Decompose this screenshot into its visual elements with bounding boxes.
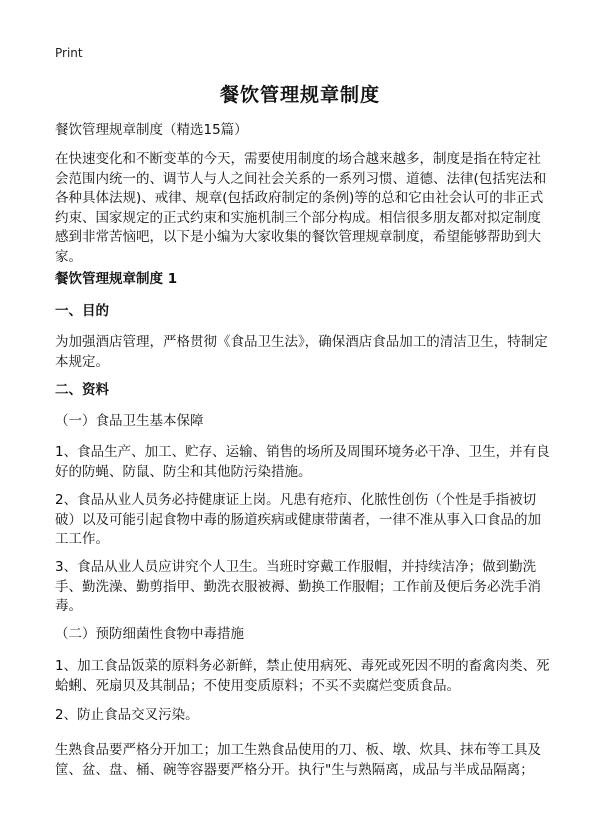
subheading-basic-guarantee: （一）食品卫生基本保障: [55, 413, 204, 429]
document-subtitle: 餐饮管理规章制度（精选15篇）: [55, 122, 248, 138]
list-item: 1、加工食品饭菜的原料务必新鲜，禁止使用病死、毒死或死因不明的畜禽肉类、死蛤蜊、死扇贝及其制品；不使用变质原料；不买不卖腐烂变质食品。: [55, 658, 550, 694]
subheading-prevention: （二）预防细菌性食物中毒措施: [55, 626, 244, 642]
purpose-paragraph: 为加强酒店管理，严格贯彻《食品卫生法》，确保酒店食品加工的清洁卫生，特制定本规定。: [55, 334, 548, 370]
heading-material: 二、资料: [55, 382, 109, 398]
print-link[interactable]: Print: [55, 46, 83, 60]
intro-paragraph: 在快速变化和不断变革的今天，需要使用制度的场合越来越多，制度是指在特定社会范围内统一的、调节人与人之间社会关系的一系列习惯、道德、法律(包括宪法和各种具体法规)、戒律、规章(包括政府制定的条例)等的总和它由社会认可的非正式约束、国家规定的正式约束和实施机制三个部分构成。相信很多朋友都对拟定制度感到非常苦恼吧，以下是小编为大家收集的餐饮管理规章制度，希望能够帮助到大家。: [55, 151, 547, 265]
page-title: 餐饮管理规章制度: [219, 84, 380, 106]
list-item: 2、防止食品交叉污染。: [55, 707, 199, 723]
paragraph: 生熟食品要严格分开加工；加工生熟食品使用的刀、板、墩、炊具、抹布等工具及筐、盆、盘、桶、碗等容器要严格分开。执行"生与熟隔离，成品与半成品隔离；: [55, 742, 541, 778]
list-item: 2、食品从业人员务必持健康证上岗。凡患有疮疖、化脓性创伤（个性是手指被切破）以及可能引起食物中毒的肠道疾病或健康带菌者，一律不准从事入口食品的加工工作。: [55, 492, 541, 547]
heading-purpose: 一、目的: [55, 303, 109, 319]
list-item: 3、食品从业人员应讲究个人卫生。当班时穿戴工作服帽，并持续洁净；做到勤洗手、勤洗澡、勤剪指甲、勤洗衣服被褥、勤换工作服帽；工作前及便后务必洗手消毒。: [55, 559, 541, 614]
section-heading: 餐饮管理规章制度 1: [55, 271, 178, 287]
list-item: 1、食品生产、加工、贮存、运输、销售的场所及周围环境务必干净、卫生，并有良好的防蝇、防鼠、防尘和其他防污染措施。: [55, 444, 550, 480]
